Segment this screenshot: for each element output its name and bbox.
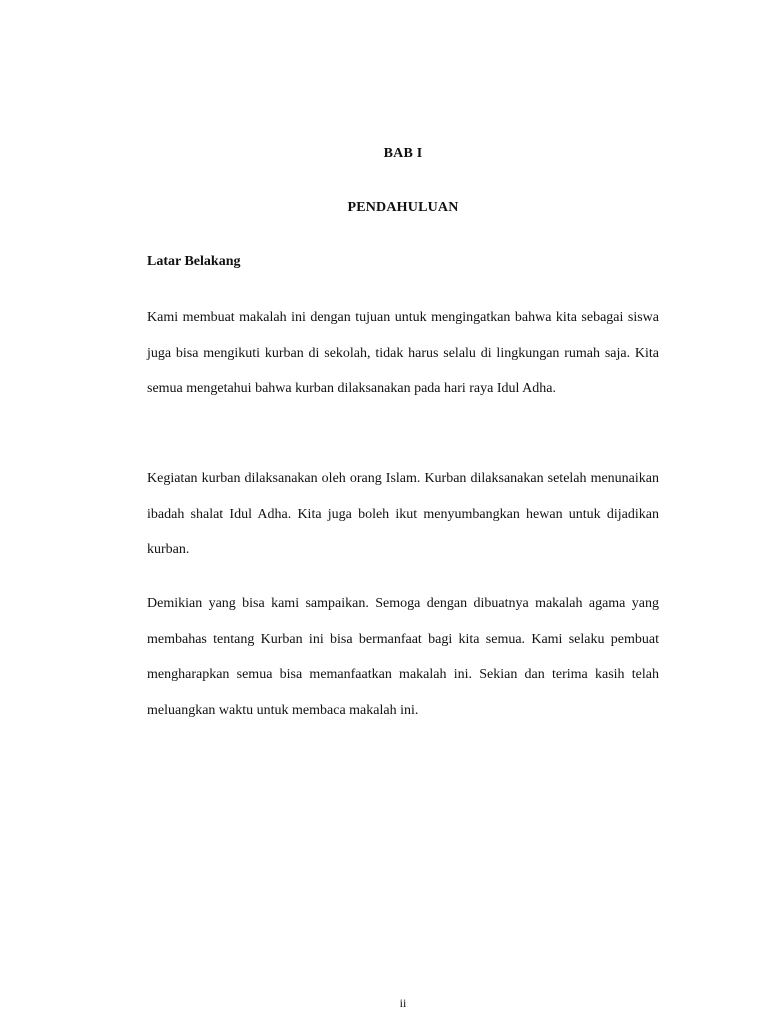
paragraph-3: Demikian yang bisa kami sampaikan. Semoga dengan dibuatnya makalah agama yang membahas tentang Kurban ini bisa bermanfaat bagi kita semua. Kami selaku pembuat mengharapkan semua bisa memanfaatkan makalah ini. Sekian dan terima kasih telah meluangkan waktu untuk membaca makalah ini. [147,596,659,718]
paragraph-1: Kami membuat makalah ini dengan tujuan untuk mengingatkan bahwa kita sebagai siswa juga bisa mengikuti kurban di sekolah, tidak harus selalu di lingkungan rumah saja. Kita semua mengetahui bahwa kurban dilaksanakan pada hari raya Idul Adha. [147,310,659,396]
page-number: ii [399,996,407,1010]
section-heading: Latar Belakang [147,254,241,269]
chapter-title: PENDAHULUAN [347,200,459,215]
paragraph-2: Kegiatan kurban dilaksanakan oleh orang Islam. Kurban dilaksanakan setelah menunaikan ibadah shalat Idul Adha. Kita juga boleh ikut menyumbangkan hewan untuk dijadikan kurban. [147,471,659,557]
chapter-number: BAB I [383,146,423,161]
